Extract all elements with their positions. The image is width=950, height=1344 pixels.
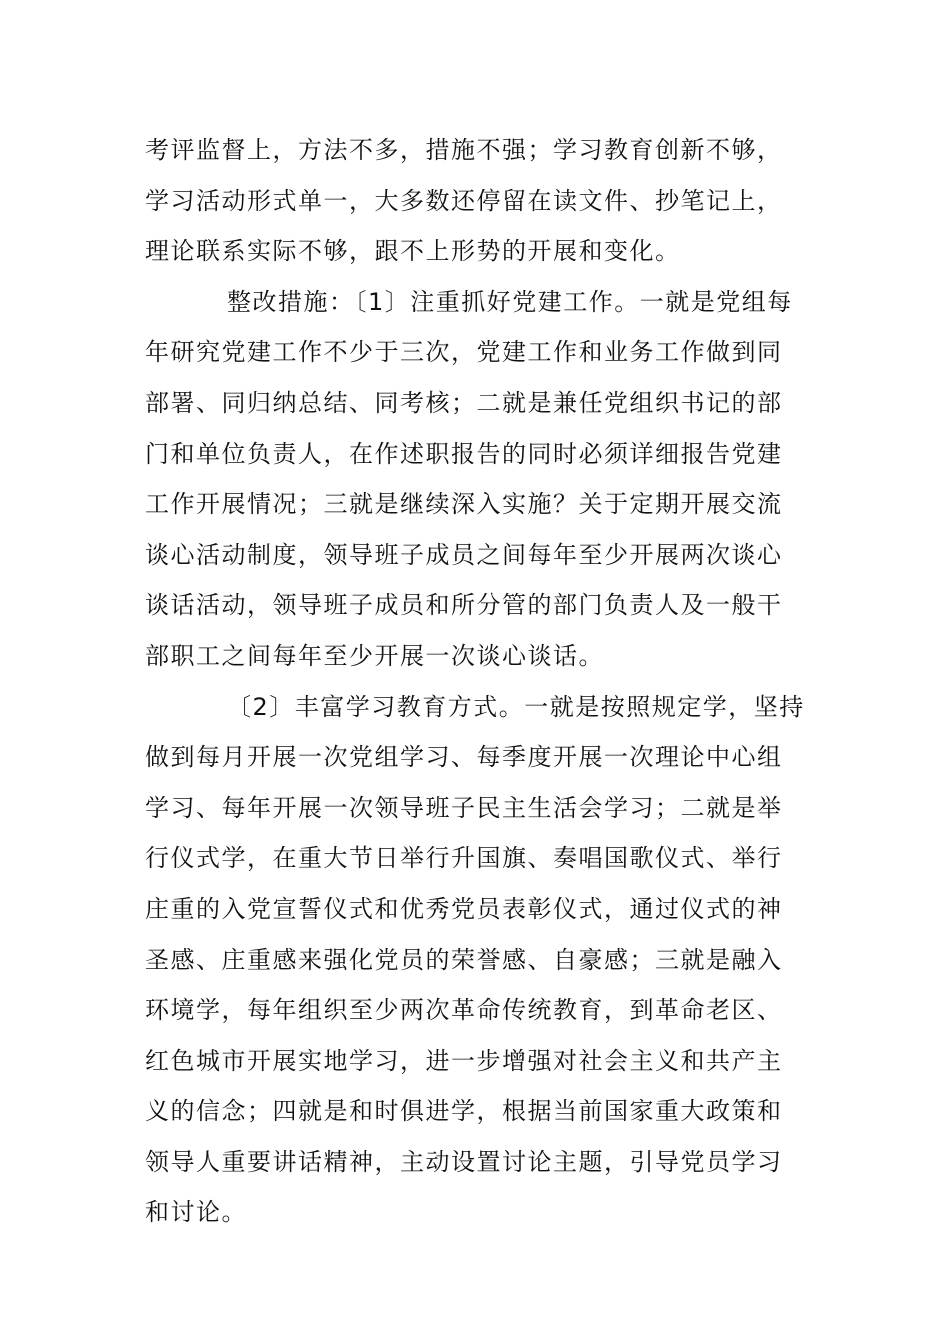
text-line: 庄重的入党宣誓仪式和优秀党员表彰仪式，通过仪式的神 (145, 894, 783, 923)
text-line: 行仪式学，在重大节日举行升国旗、奏唱国歌仪式、举行 (145, 844, 783, 873)
text-line: 门和单位负责人，在作述职报告的同时必须详细报告党建 (145, 439, 783, 468)
document-body (145, 125, 810, 1238)
text-line: 考评监督上，方法不多，措施不强；学习教育创新不够， (145, 136, 783, 164)
text-line: 学习、每年开展一次领导班子民主生活会学习；二就是举 (145, 793, 783, 822)
text-line: 理论联系实际不够，跟不上形势的开展和变化。 (145, 237, 681, 266)
paragraph-start-line: 〔2〕丰富学习教育方式。一就是按照规定学，坚持 (227, 692, 805, 721)
text-line: 做到每月开展一次党组学习、每季度开展一次理论中心组 (145, 743, 783, 772)
text-line: 谈心活动制度，领导班子成员之间每年至少开展两次谈心 (145, 540, 783, 569)
text-line: 部职工之间每年至少开展一次谈心谈话。 (145, 641, 604, 670)
text-line: 圣感、庄重感来强化党员的荣誉感、自豪感；三就是融入 (145, 945, 783, 974)
text-line: 年研究党建工作不少于三次，党建工作和业务工作做到同 (145, 338, 783, 367)
text-line: 领导人重要讲话精神，主动设置讨论主题，引导党员学习 (145, 1147, 783, 1176)
text-line: 学习活动形式单一，大多数还停留在读文件、抄笔记上， (145, 186, 783, 215)
text-line: 环境学，每年组织至少两次革命传统教育，到革命老区、 (145, 996, 783, 1025)
text-line: 谈话活动，领导班子成员和所分管的部门负责人及一般干 (145, 591, 783, 620)
paragraph-start-line: 整改措施：〔1〕注重抓好党建工作。一就是党组每 (227, 287, 793, 316)
text-line: 红色城市开展实地学习，进一步增强对社会主义和共产主 (145, 1046, 783, 1075)
text-line: 部署、同归纳总结、同考核；二就是兼任党组织书记的部 (145, 388, 783, 417)
text-line: 和讨论。 (145, 1198, 247, 1227)
text-line: 义的信念；四就是和时俱进学，根据当前国家重大政策和 (145, 1097, 783, 1126)
text-line: 工作开展情况；三就是继续深入实施？关于定期开展交流 (145, 490, 783, 519)
